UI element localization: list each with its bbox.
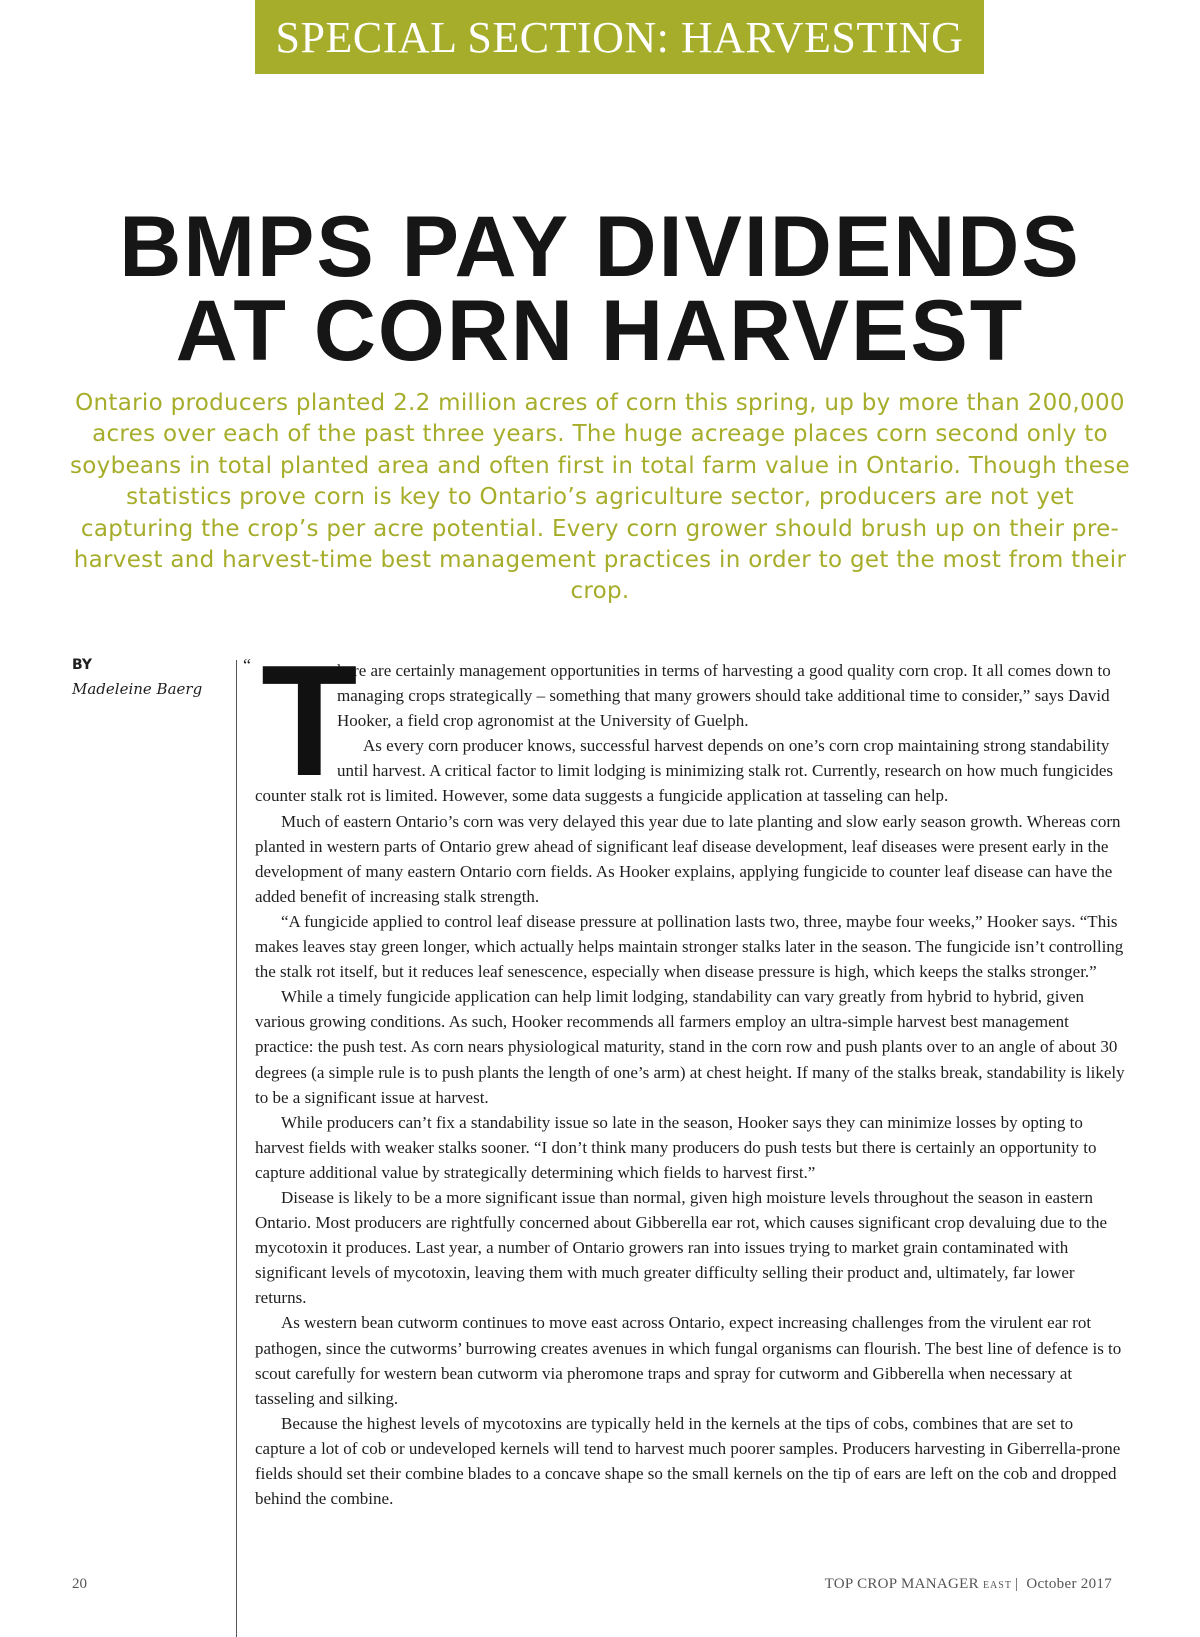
issue-date: October 2017: [1026, 1576, 1112, 1592]
article-paragraph-5: While a timely fungicide application can help limit lodging, standability can vary greatly from hybrid to hybrid, given various growing conditions. As such, Hooker recommends all farmers employ an ultra-simple harvest best management practice: the push test. As corn nears physiological maturity, stand in the corn row and push plants over to an angle of about 30 degrees (a simple rule is to push plants the length of one’s arm) at chest height. If many of the stalks break, standability is likely to be a significant issue at harvest.: [255, 987, 1125, 1107]
magazine-edition: EAST: [982, 1580, 1012, 1591]
byline-label: BY: [72, 657, 93, 673]
article-paragraph-6: While producers can’t fix a standability issue so late in the season, Hooker says they can minimize losses by opting to harvest fields with weaker stalks sooner. “I don’t think many producers do push tests but there is certainly an opportunity to capture additional value by strategically determining which fields to harvest first.”: [255, 1112, 1097, 1182]
section-banner: [255, 0, 984, 74]
magazine-footer: [825, 1576, 1112, 1593]
magazine-name: TOP CROP MANAGER: [824, 1576, 979, 1592]
article-headline: [60, 199, 1140, 379]
section-banner-label: SPECIAL SECTION: HARVESTING: [275, 12, 964, 62]
drop-cap-letter: T: [261, 633, 358, 809]
article-paragraph-8: As western bean cutworm continues to move east across Ontario, expect increasing challenges from the virulent ear rot pathogen, since the cutworms’ burrowing creates avenues in which fungal organisms can flourish. The best line of defence is to scout carefully for western bean cutworm via pheromone traps and spray for cutworm and Gibberella when necessary at tasseling and silking.: [255, 1313, 1122, 1408]
article-body: [243, 633, 1125, 1511]
opening-quote-mark: “: [243, 655, 251, 675]
column-divider: [236, 660, 237, 1637]
article-paragraph-4: “A fungicide applied to control leaf disease pressure at pollination lasts two, three, maybe four weeks,” Hooker says. “This makes leaves stay green longer, which actually helps maintain stronger stalks later in the season. The fungicide isn’t controlling the stalk rot itself, but it reduces leaf senescence, especially when disease pressure is high, which keeps the stalks stronger.”: [255, 911, 1124, 982]
footer-separator: |: [1014, 1576, 1019, 1592]
article-dek: Ontario producers planted 2.2 million acres of corn this spring, up by more than 200,000 acres over each of the past three years. The huge acreage places corn second only to soybeans in total planted area and often first in total farm value in Ontario. Though these statistics prove corn is key to Ontario’s agriculture sector, producers are not yet capturing the crop’s per acre potential. Every corn grower should brush up on their pre-harvest and harvest-time best management practices in order to get the most from their crop.: [70, 390, 1130, 605]
article-paragraph-9: Because the highest levels of mycotoxins are typically held in the kernels at the tips of cobs, combines that are set to capture a lot of cob or undeveloped kernels will tend to harvest much poorer samples. Producers harvesting in Giberrella-prone fields should set their combine blades to a concave shape so the small kernels on the tip of ears are left on the cob and dropped behind the combine.: [255, 1413, 1121, 1509]
article-paragraph-2: As every corn producer knows, successful harvest depends on one’s corn crop maintaining strong standability until harvest. A critical factor to limit lodging is minimizing stalk rot. Currently, research on how much fungicides counter stalk rot is limited. However, some data suggests a fungicide application at tasseling can help.: [255, 736, 1114, 806]
headline-line-2: AT CORN HARVEST: [175, 283, 1025, 379]
drop-cap-block: [243, 633, 358, 809]
headline-line-1: BMPS PAY DIVIDENDS: [119, 199, 1081, 295]
article-paragraph-7: Disease is likely to be a more significant issue than normal, given high moisture levels throughout the season in eastern Ontario. Most producers are rightfully concerned about Gibberella ear rot, which causes significant crop devaluing due to the mycotoxin it produces. Last year, a number of Ontario growers ran into issues trying to market grain contaminated with significant levels of mycotoxin, leaving them with much greater difficulty selling their product and, ultimately, far lower returns.: [255, 1187, 1108, 1308]
author-name: Madeleine Baerg: [72, 680, 203, 698]
article-paragraph-1: here are certainly management opportunities in terms of harvesting a good quality corn crop. It all comes down to managing crops strategically – something that many growers should take additional time to consider,” says David Hooker, a field crop agronomist at the University of Guelph.: [337, 661, 1111, 731]
page-number: 20: [72, 1576, 87, 1592]
article-paragraph-3: Much of eastern Ontario’s corn was very delayed this year due to late planting and slow early season growth. Whereas corn planted in western parts of Ontario grew ahead of significant leaf disease development, leaf diseases were present early in the development of many eastern Ontario corn fields. As Hooker explains, applying fungicide to counter leaf disease can have the added benefit of increasing stalk strength.: [255, 811, 1121, 906]
byline: [72, 657, 202, 698]
